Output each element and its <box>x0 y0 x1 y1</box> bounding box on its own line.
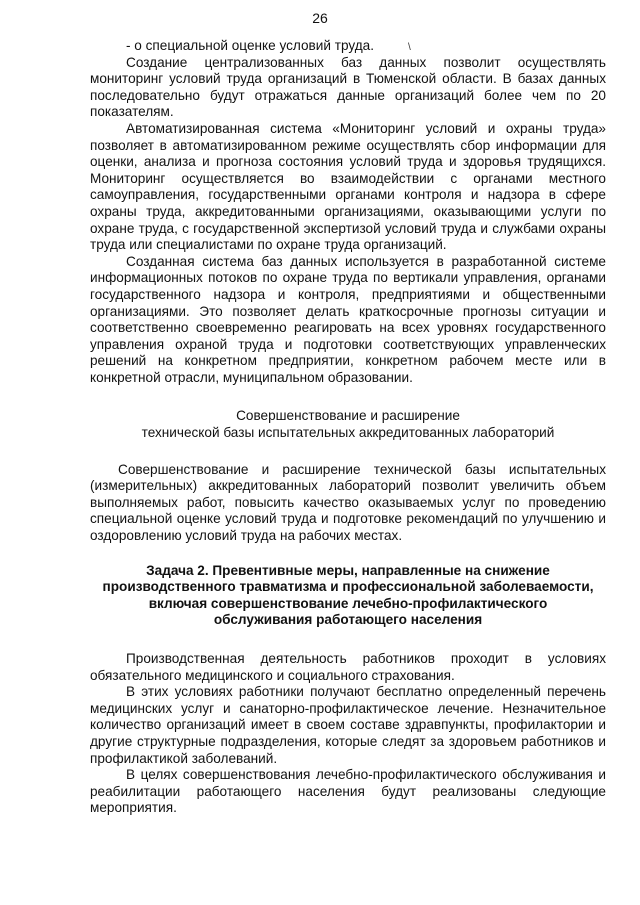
task-heading-line: производственного травматизма и профессиональной заболеваемости, <box>102 579 594 595</box>
paragraph: Созданная система баз данных используется в разработанной системе информационных потоков по охране труда по вертикали управления, органами государственного надзора и контроля, предприятиями и общественными организациями. Это позволяет делать краткосрочные прогнозы ситуации и соответственно своевременно реагировать на всех уровнях государственного управления охраной труда и подготовки соответствующих управленческих решений на конкретном предприятии, конкретном рабочем месте или в конкретной отрасли, муниципальном образовании. <box>90 253 606 385</box>
page-number: 26 <box>312 10 328 26</box>
paragraph: - о специальной оценке условий труда. <box>126 38 374 53</box>
task-heading-line: Задача 2. Превентивные меры, направленные на снижение <box>146 562 550 578</box>
task-heading-line: обслуживания работающего населения <box>213 612 483 628</box>
paragraph: В целях совершенствования лечебно-профилактического обслуживания и реабилитации работающего населения будут реализованы следующие мероприятия. <box>90 767 606 816</box>
paragraph: Создание централизованных баз данных позволит осуществлять мониторинг условий труда организаций в Тюменской области. В базах данных последовательно будут отражаться данные организаций более чем по 20 показателям. <box>90 54 606 120</box>
paragraph: Совершенствование и расширение технической базы испытательных (измерительных) аккредитованных лабораторий позволит увеличить объем выполняемых работ, повысить качество оказываемых услуг по проведению специальной оценке условий труда и подготовке рекомендаций по улучшению и оздоровлению условий труда на рабочих местах. <box>90 461 606 544</box>
paragraph: Производственная деятельность работников проходит в условиях обязательного медицинского и социального страхования. <box>90 651 606 683</box>
task-heading-line: включая совершенствование лечебно-профилактического <box>148 595 548 611</box>
section-heading <box>90 408 606 441</box>
task-heading <box>90 563 606 629</box>
document-body <box>90 38 606 817</box>
section-heading-line: технической базы испытательных аккредитованных лабораторий <box>141 425 555 441</box>
paragraph: Автоматизированная система «Мониторинг условий и охраны труда» позволяет в автоматизированном режиме осуществлять сбор информации для оценки, анализа и прогноза состояния условий труда и здоровья трудящихся. Мониторинг осуществляется во взаимодействии с органами местного самоуправления, государственными органами контроля и надзора в сфере охраны труда, аккредитованными организациями, оказывающими услуги по охране труда, с государственной экспертизой условий труда и службами охраны труда или специалистами по охране труда организаций. <box>90 120 606 253</box>
section-heading-line: Совершенствование и расширение <box>236 408 460 424</box>
paragraph: В этих условиях работники получают бесплатно определенный перечень медицинских услуг и санаторно-профилактическое лечение. Незначительное количество организаций имеет в своем составе здравпункты, профилактории и другие структурные подразделения, которые следят за здоровьем работников и профилактикой заболеваний. <box>90 684 606 766</box>
scan-mark: \ <box>408 42 411 53</box>
